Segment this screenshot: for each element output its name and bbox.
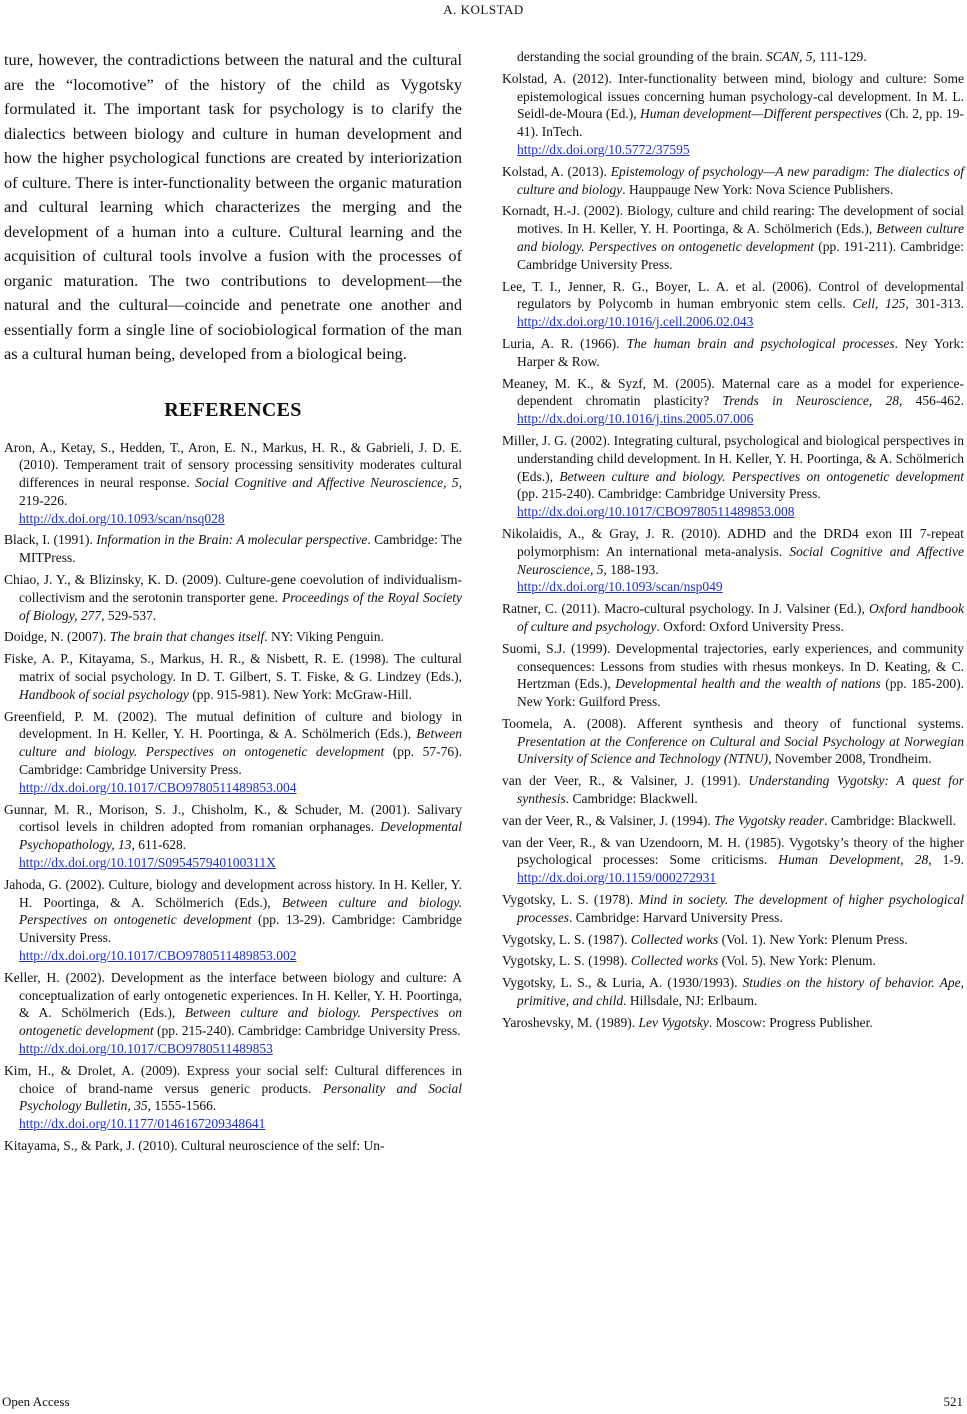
reference-text: Luria, A. R. (1966).	[502, 335, 627, 351]
reference-entry	[4, 708, 462, 797]
reference-source: Social Cognitive and Affective Neuroscience, 5,	[517, 543, 964, 577]
reference-text: Vygotsky, L. S., & Luria, A. (1930/1993).	[502, 975, 743, 991]
reference-source: Understanding Vygotsky: A quest for synthesis	[517, 773, 964, 807]
reference-source: Between culture and biology. Perspectives on ontogenetic development	[19, 894, 463, 928]
doi-link[interactable]: http://dx.doi.org/10.1017/CBO9780511489853.004	[19, 779, 297, 795]
reference-details: . Moscow: Progress Publisher.	[708, 1014, 873, 1030]
reference-text: Toomela, A. (2008). Afferent synthesis and theory of functional systems.	[502, 715, 964, 731]
page-number: 521	[943, 1394, 963, 1409]
reference-entry	[502, 1014, 964, 1032]
right-reference-list	[502, 70, 964, 1032]
reference-entry	[4, 571, 462, 624]
reference-entry	[4, 1062, 462, 1133]
reference-details: 219-226.	[19, 492, 68, 508]
reference-details: . Hillsdale, NJ: Erlbaum.	[623, 993, 758, 1009]
reference-source: Cell, 125,	[852, 296, 909, 312]
reference-entry	[502, 600, 964, 636]
reference-text: Kitayama, S., & Park, J. (2010). Cultural neuroscience of the self: Un-	[4, 1137, 385, 1153]
reference-entry	[502, 375, 964, 428]
reference-text: Greenfield, P. M. (2002). The mutual definition of culture and biology in development. In H. Keller, Y. H. Poortinga, & A. Schölmerich (Eds.),	[4, 708, 462, 742]
reference-entry	[502, 715, 964, 768]
running-head: A. KOLSTAD	[443, 2, 524, 17]
reference-entry	[4, 650, 462, 703]
reference-text: Black, I. (1991).	[4, 532, 97, 548]
doi-link[interactable]: http://dx.doi.org/10.1093/scan/nsp049	[517, 579, 723, 595]
reference-details: (pp. 13-29). Cambridge: Cambridge University Press.	[19, 912, 462, 946]
reference-source: The human brain and psychological processes	[626, 335, 895, 351]
reference-source: The Vygotsky reader	[714, 812, 825, 828]
doi-link[interactable]: http://dx.doi.org/10.1093/scan/nsq028	[19, 510, 225, 526]
reference-text: Keller, H. (2002). Development as the interface between biology and culture: A conceptualization of early ontogenetic experiences. In H. Keller, Y. H. Poortinga, & A. Schölmerich (Eds.),	[4, 969, 462, 1021]
reference-entry	[502, 834, 964, 887]
reference-source: Developmental Psychopathology, 13,	[19, 819, 462, 853]
reference-details: (pp. 215-240). Cambridge: Cambridge University Press.	[517, 486, 821, 502]
reference-text: Doidge, N. (2007).	[4, 629, 110, 645]
reference-text: Kim, H., & Drolet, A. (2009). Express your social self: Cultural differences in choice of brand-name versus generic products.	[4, 1062, 462, 1096]
reference-entry	[502, 163, 964, 199]
reference-text: Kolstad, A. (2012). Inter-functionality between mind, biology and culture: Some epistemological issues concerning human psychology-cal development. In M. L. Seidl-de-Moura (Ed.),	[502, 70, 964, 122]
reference-text: van der Veer, R., & van Uzendoorn, M. H. (1985). Vygotsky’s theory of the higher psychological processes: Some criticisms.	[502, 834, 964, 868]
reference-text: Nikolaidis, A., & Gray, J. R. (2010). ADHD and the DRD4 exon III 7-repeat polymorphism: An international meta-analysis.	[502, 525, 964, 559]
reference-entry	[4, 801, 462, 872]
reference-details: . Cambridge: The MITPress.	[19, 532, 462, 566]
reference-source: The brain that changes itself	[109, 629, 265, 645]
reference-source: Developmental health and the wealth of nations	[615, 676, 881, 692]
references-heading: REFERENCES	[164, 398, 302, 421]
reference-source: Proceedings of the Royal Society of Biology, 277,	[19, 589, 462, 623]
reference-details: . Ney York: Harper & Row.	[517, 335, 964, 369]
reference-details: 1-9.	[931, 852, 964, 868]
reference-details: . NY: Viking Penguin.	[264, 629, 384, 645]
reference-source: Between culture and biology. Perspectives on ontogenetic development	[19, 726, 462, 760]
reference-details: . Hauppauge New York: Nova Science Publishers.	[622, 181, 894, 197]
reference-details: 1555-1566.	[150, 1098, 217, 1114]
reference-text: Meaney, M. K., & Syzf, M. (2005). Maternal care as a model for experience-dependent chromatin plasticity?	[502, 375, 964, 409]
reference-text: Miller, J. G. (2002). Integrating cultural, psychological and biological perspectives in understanding child development. In H. Keller, Y. H. Poortinga, & A. Schölmerich (Eds.),	[502, 432, 964, 484]
reference-details: 188-193.	[606, 561, 659, 577]
reference-text: van der Veer, R., & Valsiner, J. (1991).	[502, 773, 749, 789]
reference-details: (pp. 185-200). New York: Guilford Press.	[517, 676, 964, 710]
reference-source: Collected works	[630, 953, 719, 969]
doi-link[interactable]: http://dx.doi.org/10.5772/37595	[517, 141, 690, 157]
reference-details: . Cambridge: Harvard University Press.	[569, 909, 783, 925]
doi-link[interactable]: http://dx.doi.org/10.1017/CBO9780511489853.008	[517, 504, 795, 520]
reference-entry	[502, 525, 964, 596]
reference-details: November 2008, Trondheim.	[771, 751, 932, 767]
reference-source: Between culture and biology. Perspectives on ontogenetic development	[19, 1005, 462, 1039]
body-paragraph: ture, however, the contradictions between the natural and the cultural are the “locomotive” of the history of the child as Vygotsky formulated it. The important task for psychology is to clarify the dialectics between biology and culture in human development and how the higher psychological functions are created by interiorization of culture. There is inter-functionality between the organic maturation and cultural learning which characterizes the merging and the development of a human into a culture. Cultural learning and the acquisition of cultural tools involve a fusion with the processes of organic maturation. The two contributions to development—the natural and the cultural—coincide and penetrate one another and essentially form a single line of sociobiological formation of the man as a cultural human being, developed from a biological being.	[4, 50, 462, 363]
reference-entry	[502, 432, 964, 521]
reference-source: Between culture and biology. Perspectives on ontogenetic development	[559, 468, 964, 484]
reference-entry	[502, 70, 964, 159]
reference-source: Studies on the history of behavior. Ape, primitive, and child	[517, 975, 964, 1009]
reference-entry	[502, 772, 964, 808]
reference-entry	[4, 439, 462, 528]
reference-source: Information in the Brain: A molecular perspective	[96, 532, 368, 548]
reference-details: 529-537.	[104, 607, 157, 623]
reference-text: Suomi, S.J. (1999). Developmental trajectories, early experiences, and community consequences: Lessons from studies with rhesus monkeys. In D. Keating, & C. Hertzman (Eds.),	[502, 640, 964, 692]
reference-text: van der Veer, R., & Valsiner, J. (1994).	[502, 812, 715, 828]
footer-open-access: Open Access	[2, 1394, 70, 1409]
reference-source: Collected works	[630, 931, 719, 947]
reference-entry	[502, 812, 964, 830]
reference-source: Between culture and biology. Perspectives on ontogenetic development	[517, 221, 964, 254]
reference-details: . Cambridge: Blackwell.	[824, 812, 957, 828]
reference-entry	[502, 640, 964, 711]
reference-details: (Vol. 5). New York: Plenum.	[718, 953, 876, 969]
reference-details: 611-628.	[134, 837, 187, 853]
reference-text: Jahoda, G. (2002). Culture, biology and development across history. In H. Keller, Y. H. Poortinga, & A. Schölmerich (Eds.),	[4, 876, 462, 910]
reference-source: Lev Vygotsky	[638, 1014, 709, 1030]
right-column	[502, 48, 964, 1036]
reference-details: . Cambridge: Blackwell.	[565, 791, 698, 807]
reference-source: Presentation at the Conference on Cultural and Social Psychology at Norwegian University of Science and Technology (NTNU),	[517, 733, 964, 767]
reference-pages: 111-129.	[815, 49, 867, 64]
reference-entry	[4, 628, 462, 646]
doi-link[interactable]: http://dx.doi.org/10.1159/000272931	[517, 870, 717, 886]
reference-details: 301-313.	[908, 296, 964, 312]
doi-link[interactable]: http://dx.doi.org/10.1017/CBO9780511489853.002	[19, 948, 297, 964]
reference-text: Vygotsky, L. S. (1978).	[502, 892, 639, 908]
reference-text: Vygotsky, L. S. (1998).	[502, 953, 631, 969]
reference-source: SCAN, 5,	[765, 49, 816, 64]
reference-text: Vygotsky, L. S. (1987).	[502, 931, 631, 947]
reference-source: Personality and Social Psychology Bulletin, 35,	[19, 1080, 462, 1114]
reference-text: Ratner, C. (2011). Macro-cultural psychology. In J. Valsiner (Ed.),	[502, 601, 869, 617]
doi-link[interactable]: http://dx.doi.org/10.1016/j.cell.2006.02.043	[517, 314, 754, 330]
reference-entry	[4, 1137, 462, 1155]
reference-source: Social Cognitive and Affective Neuroscience, 5,	[195, 475, 462, 491]
reference-entry	[4, 876, 462, 965]
left-column	[4, 48, 462, 1159]
reference-source: Human development—Different perspectives	[640, 106, 882, 122]
reference-source: Oxford handbook of culture and psychology	[517, 601, 964, 634]
reference-source: Handbook of social psychology	[19, 686, 189, 702]
reference-details: (pp. 215-240). Cambridge: Cambridge University Press.	[153, 1023, 461, 1039]
reference-text: Chiao, J. Y., & Blizinsky, K. D. (2009). Culture-gene coevolution of individualism-collectivism and the serotonin transporter gene.	[4, 572, 462, 605]
reference-details: . Oxford: Oxford University Press.	[656, 618, 844, 634]
left-reference-list	[4, 439, 462, 1155]
doi-link[interactable]: http://dx.doi.org/10.1017/CBO9780511489853	[19, 1041, 273, 1056]
doi-link[interactable]: http://dx.doi.org/10.1016/j.tins.2005.07.006	[517, 411, 754, 427]
reference-entry	[4, 531, 462, 567]
reference-entry	[502, 335, 964, 371]
reference-text: Yaroshevsky, M. (1989).	[502, 1014, 639, 1030]
reference-text: derstanding the social grounding of the brain.	[517, 49, 766, 64]
reference-text: Kornadt, H.-J. (2002). Biology, culture and child rearing: The development of social motives. In H. Keller, Y. H. Poortinga, & A. Schölmerich (Eds.),	[502, 203, 964, 237]
reference-details: (pp. 915-981). New York: McGraw-Hill.	[188, 686, 412, 702]
doi-link[interactable]: http://dx.doi.org/10.1177/0146167209348641	[19, 1116, 266, 1132]
reference-details: (Ch. 2, pp. 19-41). InTech.	[517, 106, 965, 140]
reference-details: 456-462.	[902, 393, 965, 409]
reference-text: Kolstad, A. (2013).	[502, 163, 611, 179]
reference-entry	[502, 952, 964, 970]
reference-text: Gunnar, M. R., Morison, S. J., Chisholm, K., & Schuder, M. (2001). Salivary cortisol levels in children adopted from romanian orphanages.	[4, 801, 462, 835]
reference-source: Epistemology of psychology—A new paradigm: The dialectics of culture and biology	[517, 163, 964, 197]
reference-source: Human Development, 28,	[778, 852, 932, 868]
doi-link[interactable]: http://dx.doi.org/10.1017/S095457940100311X	[19, 855, 276, 871]
reference-entry	[502, 891, 964, 927]
reference-entry	[502, 931, 964, 949]
reference-text: Aron, A., Ketay, S., Hedden, T., Aron, E. N., Markus, H. R., & Gabrieli, J. D. E. (2010). Temperament trait of sensory processing sensitivity moderates cultural differences in neural response.	[4, 439, 462, 491]
reference-text: Fiske, A. P., Kitayama, S., Markus, H. R., & Nisbett, R. E. (1998). The cultural matrix of social psychology. In D. T. Gilbert, S. T. Fiske, & G. Lindzey (Eds.),	[4, 651, 462, 685]
reference-source: Mind in society. The development of higher psychological processes	[517, 892, 964, 925]
reference-entry	[502, 278, 964, 331]
reference-details: (pp. 191-211). Cambridge: Cambridge University Press.	[517, 238, 964, 272]
reference-entry	[502, 974, 964, 1010]
reference-entry	[4, 969, 462, 1058]
reference-text: Lee, T. I., Jenner, R. G., Boyer, L. A. et al. (2006). Control of developmental regulators by Polycomb in human embryonic stem cells.	[502, 278, 964, 312]
reference-details: (pp. 57-76). Cambridge: Cambridge University Press.	[19, 744, 462, 778]
reference-details: (Vol. 1). New York: Plenum Press.	[718, 931, 908, 947]
reference-continuation	[502, 48, 964, 66]
reference-entry	[502, 202, 964, 273]
reference-source: Trends in Neuroscience, 28,	[722, 393, 903, 409]
